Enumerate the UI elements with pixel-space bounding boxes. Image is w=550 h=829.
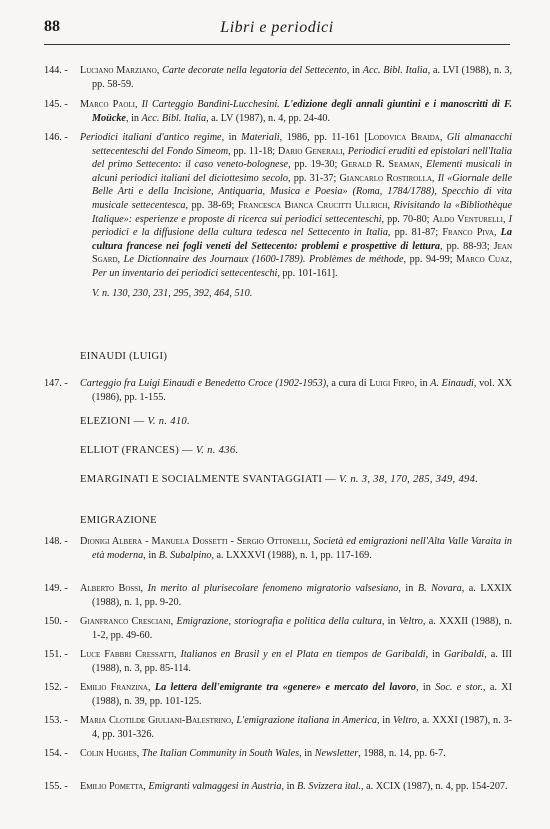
entry-number: 152. - — [44, 682, 68, 693]
entry-number: 145. - — [44, 99, 68, 110]
entry-text: Luce Fabbri Cressatti, Italianos en Brasil y en el Plata en tiempos de Garibaldi, in Garibaldi, a. III (1988), n. 3, pp. 85-114. — [80, 649, 513, 674]
entry-text: Alberto Bossi, In merito al plurisecolare fenomeno migratorio valsesiano, in B. Novara, a. LXXIX (1988), n. 1, pp. 9-20. — [80, 583, 513, 608]
entry-number: 148. - — [44, 536, 68, 547]
heading-emarginati: EMARGINATI E SOCIALMENTE SVANTAGGIATI — V. n. 3, 38, 170, 285, 349, 494. — [80, 474, 479, 485]
entry-151 — [44, 648, 512, 675]
heading-elliot: ELLIOT (FRANCES) — V. n. 436. — [80, 445, 239, 456]
heading-emigrazione: EMIGRAZIONE — [80, 515, 157, 526]
entry-154 — [44, 747, 512, 761]
cross-reference: V. n. 130, 230, 231, 295, 392, 464, 510. — [92, 287, 253, 299]
entry-text: Periodici italiani d'antico regime, in Materiali, 1986, pp. 11-161 [Lodovica Braida, Gli almanacchi settecenteschi del Fondo Simeom, pp. 11-18; Dario Generali, Periodici eruditi ed epistolari nell'Italia del primo Settecento: il caso veneto-bolognese, pp. 19-30; Gerald R. Seaman, Elementi musicali in alcuni periodici italiani del diciottesimo secolo, pp. 31-37; Giancarlo Rostirolla, Il «Giornale delle Belle Arti e della Incisione, Antiquaria, Musica e Poesia» (Roma, 1784/1788), Specchio di vita musicale settecentesca, pp. 38-69; Francesca Bianca Crucitti Ullrich, Rivisitando la «Bibliothèque Italique»: esperienze e proposte di ricerca sui periodici settecenteschi, pp. 70-80; Aldo Venturelli, I periodici e la diffusione della cultura tedesca nel Settecento in Italia, pp. 81-87; Franco Piva, La cultura francese nei fogli veneti del Settecento: problemi e prospettive di lettura, pp. 88-93; Jean Sgard, Le Dictionnaire des Journaux (1600-1789). Problèmes de méthode, pp. 94-99; Marco Cuaz, Per un inventario dei periodici settecenteschi, pp. 101-161]. V. n. 130, 230, 231, 295, 392, 464, 510. — [80, 132, 513, 299]
entry-text: Emilio Franzina, La lettera dell'emigrante tra «genere» e mercato del lavoro, in Soc. e stor., a. XI (1988), n. 39, pp. 101-125. — [80, 682, 512, 707]
entry-text: Carteggio fra Luigi Einaudi e Benedetto Croce (1902-1953), a cura di Luigi Firpo, in A. Einaudi, vol. XX (1986), pp. 1-155. — [80, 378, 512, 403]
entry-number: 146. - — [44, 132, 68, 143]
entry-text: Gianfranco Cresciani, Emigrazione, storiografia e politica della cultura, in Veltro, a. XXXII (1988), n. 1-2, pp. 49-60. — [80, 616, 512, 641]
entry-146 — [44, 131, 512, 300]
entry-144 — [44, 64, 512, 91]
page-number: 88 — [44, 18, 60, 35]
entry-number: 144. - — [44, 65, 68, 76]
entry-number: 147. - — [44, 378, 68, 389]
entry-148 — [44, 535, 512, 562]
entry-number: 149. - — [44, 583, 68, 594]
running-header — [44, 18, 510, 45]
entry-number: 150. - — [44, 616, 68, 627]
heading-einaudi: EINAUDI (LUIGI) — [80, 351, 168, 362]
entry-155 — [44, 780, 512, 794]
entry-text: Colin Hughes, The Italian Community in South Wales, in Newsletter, 1988, n. 14, pp. 6-7. — [80, 748, 446, 759]
entry-text: Maria Clotilde Giuliani-Balestrino, L'emigrazione italiana in America, in Veltro, a. XXXI (1987), n. 3-4, pp. 301-326. — [80, 715, 512, 740]
entry-number: 151. - — [44, 649, 68, 660]
entry-number: 155. - — [44, 781, 68, 792]
entry-152 — [44, 681, 512, 708]
entry-text: Emilio Pometta, Emigranti valmaggesi in Austria, in B. Svizzera ital., a. XCIX (1987), n. 4, pp. 154-207. — [80, 781, 508, 792]
entry-text: Marco Paoli, Il Carteggio Bandini-Lucchesini. L'edizione degli annali giuntini e i manoscritti di F. Moücke, in Acc. Bibl. Italia, a. LV (1987), n. 4, pp. 24-40. — [80, 99, 513, 124]
entry-145 — [44, 98, 512, 125]
entry-text: Dionigi Albera - Manuela Dossetti - Sergio Ottonelli, Società ed emigrazioni nell'Alta Valle Varaita in età moderna, in B. Subalpino, a. LXXXVI (1988), n. 1, pp. 117-169. — [80, 536, 512, 561]
entry-text: Luciano Marziano, Carte decorate nella legatoria del Settecento, in Acc. Bibl. Italia, a. LVI (1988), n. 3, pp. 58-59. — [80, 65, 513, 90]
entry-number: 154. - — [44, 748, 68, 759]
entry-number: 153. - — [44, 715, 68, 726]
heading-elezioni: ELEZIONI — V. n. 410. — [80, 416, 190, 427]
entry-153 — [44, 714, 512, 741]
running-title: Libri e periodici — [220, 19, 334, 36]
entry-147 — [44, 377, 512, 404]
entry-149 — [44, 582, 512, 609]
entry-150 — [44, 615, 512, 642]
